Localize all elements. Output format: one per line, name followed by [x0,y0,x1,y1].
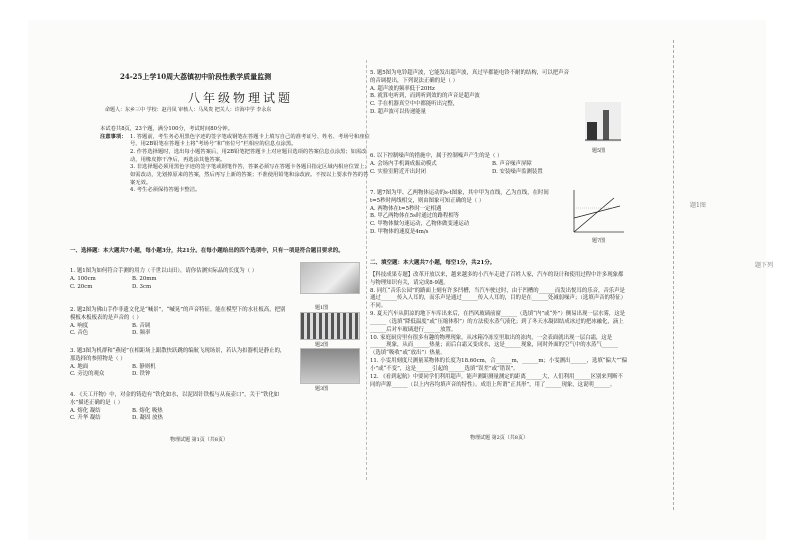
option: D. 凝固 放热 [132,415,163,422]
option: A. 会场内手机调成振动模式 [370,160,437,167]
page-footer: 物理试题 第2页（共8页） [470,435,528,441]
option: C. 甲物体做匀速运动，乙物体做变速运动 [370,221,470,228]
notice-item: 4. 考生必须保持答题卡整洁。 [130,187,201,194]
question-4 [70,392,290,423]
option: A. 超声波的频率低于20Hz [370,85,435,92]
figure-5 [585,102,621,142]
question-stem: 7. 题7图为甲、乙两物体运动的s-t图象，其中甲为直线，乙为直线，在时间t=5秒时两线相交，则由图象可知正确的是（ ） [370,190,549,204]
notice-item: 1. 答题前，考生务必用黑色字迹的签字笔或钢笔在答题卡上填写自己的准考证号、姓名、考场号和座位号，用2B铅笔在答题卡上将“考场号”和“座位号”栏相应的信息点涂黑。 [130,133,370,148]
right-page [370,20,630,440]
meta-line: 命题人：东乡三中 学校：赵丹凤 审核人：马凤贵 把关人：许海中学 李永东 [105,107,272,113]
figure-caption: 题5图 [592,148,606,154]
option: A. 熔化 凝结 [70,407,101,414]
fill-questions [370,272,628,389]
question-stem: 2. 题2图为佛山手作非遗文化是“喊景”，“喊晃”的声音特征。能在模型下的水社板高，把别模板木板板表的是声音的（ ） [70,307,286,321]
page-footer: 物理试题 第1页（共8页） [170,437,228,443]
section-fill-title: 二、填空题：本大题共7小题，每空1分，共21分。 [370,260,496,266]
margin-label: 题下列 [755,262,774,269]
figure-2 [300,312,360,340]
notice-item: 2. 作答选择题时，选出每小题答案后，用2B铅笔把答题卡上对应题目选项的答案信息点涂黑；如需改动，用橡皮擦干净后，再选涂其他答案。 [130,149,367,163]
margin-label: 题1图 [690,202,706,209]
margin-rule [673,40,674,510]
option: B. 就算电听到，而到听到效的的声音是超声波 [370,93,480,100]
option: C. 手在机器真空中中都能听出完整， [370,101,459,108]
fill-question: 8. 同红“音乐公园”的路面上刻有许多凹槽，当汽车驶过时，由于凹槽的______而发出悦耳的乐音，音乐声是通过______传入人耳的，而乐声是通过______传入人耳的，目的是在______处减弱噪声；（选填声音的特征）不同。 [370,287,627,310]
figure-caption: 题7图 [592,238,606,244]
subject-title: 八年级物理试题 [188,91,294,105]
fill-question: 【科技成果专题】改革开放以来，越来越多的小汽车走进了百姓人家，汽车的设计和使用过程中许多现象都与物理知识有关，请完成8-9题。 [370,272,624,286]
option: A. 响度 [70,322,89,329]
option: C. 升华 凝结 [70,415,101,422]
question-6 [370,153,570,176]
figure-1 [300,262,360,294]
option: D. 超声波可以传递能量 [370,109,427,116]
option: B. 音调 [132,322,151,329]
fill-question: 11. 小雯用刻度尺测量某物体的长度为18.60cm，合______m，______m；小雯测出______，选填“偏大”“偏小”或“不变”，这是______引起的______选填“误差”或“错误”。 [370,358,628,372]
fill-question: 10. 家庭厨房里有很多有趣的物理现象，从冰箱冷冻室里取出的冻肉，一会表面就出现一层白霜，这是______现象，从而______热量；而后白霜又变成水，这是______现象，同时外面的空气中的水蒸气______（选填“吸收”或“放出”）热量。 [370,334,618,357]
exam-title: 24-25上学10周大荔镇初中阶段性教学质量监测 [120,72,272,81]
section-choice-title: 一、选择题：本大题共7小题，每小题3分，共21分。在每小题给出的四个选项中，只有一项是符合题目要求的。 [70,248,344,254]
figure-3 [300,348,360,384]
notice-intro: 本试卷共8页，23个题，满分100分，考试时间80分钟。 [100,126,233,132]
figure-caption: 题3图 [315,386,329,392]
option: A. 地面 [70,363,89,370]
question-5 [370,70,570,117]
question-stem: 5. 题5图为电铃超声波，它能发出超声波，真过早都能电铃不耐的结构，可以把声音的音调提出，下列说法正确的是（ ） [370,70,569,84]
question-1 [70,268,290,291]
option: D. 铁钟 [132,371,151,378]
option: B. 熔化 吸热 [132,407,163,414]
notice-label: 注意事项： [100,133,127,140]
question-stem: 4. 《天工开物》中，对金的铸造有“铁化如水，以泥固针铁板与从夜壶口”，关于“铁化如水”描述正确的是（ ） [70,392,280,406]
fill-question: 12. 《看到起航》中要同学们利用超声，能声测距测量测定的距离______大，人们利用______区别来判断不同的声源______（以上内容均填声音的特性）。成语上所谓“正其形”，用了______现象，这说明______。 [370,373,623,388]
fill-question: 9. 夏天汽车从阴凉的地下车库出来后，在挡风玻璃前窗______（选填“内”或“外”）侧易出现一层水雾，这是______（选填“降低温度”或“压缩体积”）的方法使水蒸气液化；到了冬天水凝固结成冰过的把冰融化，滴上______后对车玻璃进行______放置。 [370,311,626,333]
question-stem: 3. 题3图为机群和“燕尾”在相距场上跟散快跃跳的编航飞现场景，若认为扣器机是静止的，那选择的参照物是（ ） [70,348,286,362]
option: D. 3cm [132,283,152,290]
option: D. 安装噪声监测装置 [492,168,543,175]
notice-block [100,126,370,195]
figure-caption: 题1图 [315,305,329,311]
option: B. 静则机 [132,363,156,370]
option: D. 甲物体的速度是4m/s [370,229,429,236]
option: A. 100cm [70,275,96,282]
left-page [70,22,370,443]
question-2 [70,307,290,338]
option: B. 20mm [132,275,157,282]
question-stem: 1. 题1图为如何符合手测的用力（千世以山田），请你估测实际品的长度为（ ） [70,268,258,274]
question-7 [370,190,550,237]
option: A. 两物体在t=5秒时一定相遇 [370,205,442,212]
notice-item: 3. 非选择题必须用黑色字迹的签字笔或钢笔作答，答案必须写在答题卡各题目指定区域内相应位置上；如需改动，先划掉原来的答案，然后再写上新的答案；不准使用铅笔和涂改液。不按以上要求作答的答案无效。 [130,164,370,186]
bell-figure [585,102,621,142]
question-3 [70,348,290,379]
option: C. 实验室附近开出封闭 [370,168,426,175]
figure-caption: 题2图 [315,342,329,348]
option: C. 旁边的观众 [70,371,105,378]
option: D. 频率 [132,330,151,337]
option: B. 声音噪声屏障 [492,160,532,167]
option: C. 音色 [70,330,89,337]
option: B. 甲乙两物体在5s时通过的路程相等 [370,213,460,220]
question-stem: 6. 以下控制噪声的措施中，属于控制噪声产生的是（ ） [370,153,503,159]
st-graph-figure [570,188,626,236]
option: C. 20cm [70,283,93,290]
